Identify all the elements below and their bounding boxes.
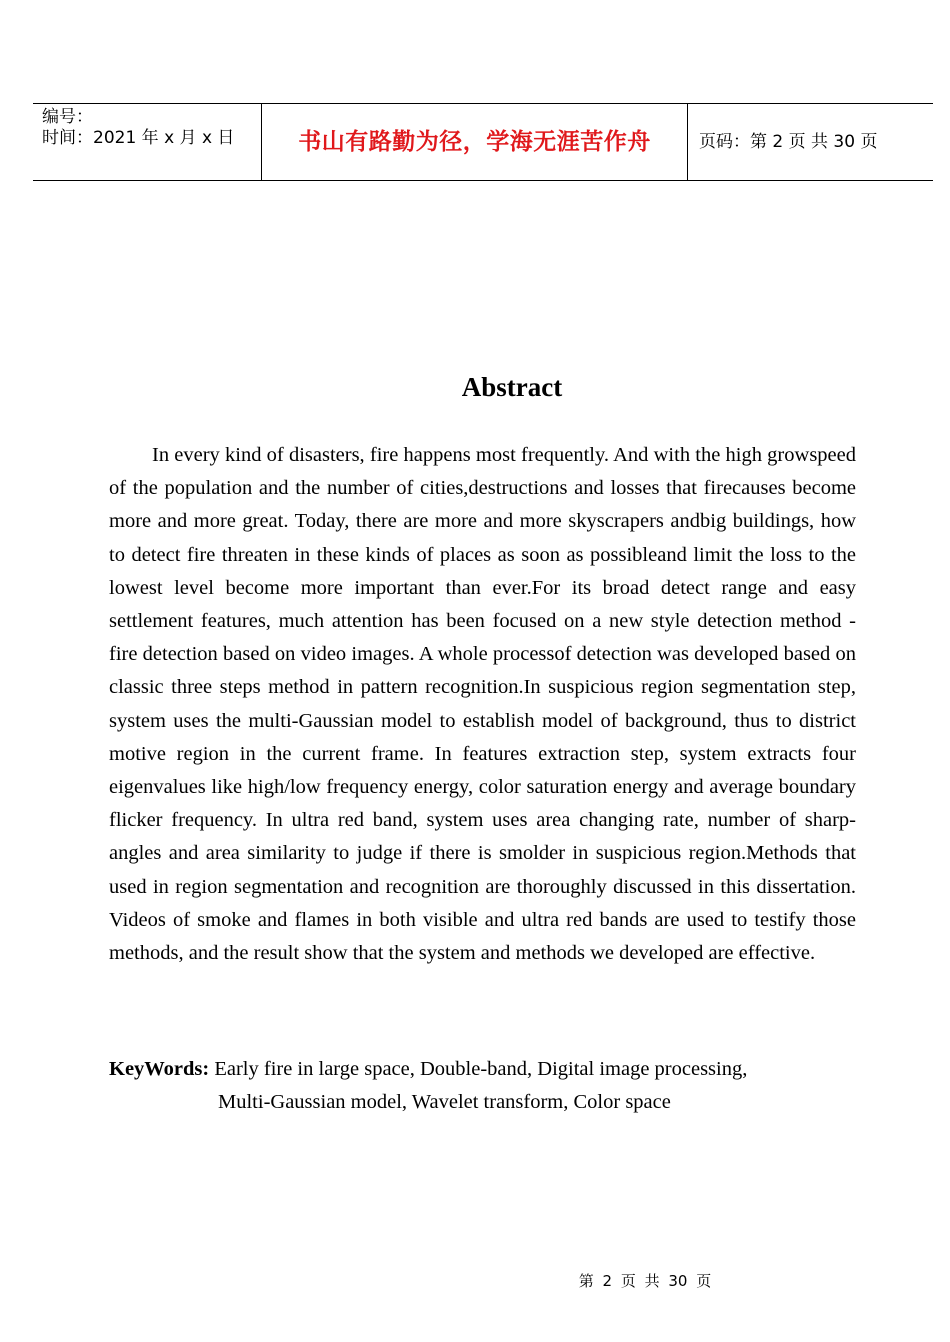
page-footer: 第 2 页 共 30 页 [578,1272,712,1290]
header-page-code: 页码：第 2 页 共 30 页 [699,132,878,152]
document-header [33,103,933,181]
keywords-line2: Multi-Gaussian model, Wavelet transform, Color space [218,1091,671,1114]
keywords-section [109,1053,869,1119]
header-meta-cell [33,104,262,180]
abstract-body: In every kind of disasters, fire happens most frequently. And with the high growspeed of the population and the number of cities,destructions and losses that firecauses become more and more great. Today, there are more and more skyscrapers andbig buildings, how to detect fire threaten in these kinds of places as soon as possibleand limit the loss to the lowest level become more important than ever.For its broad detect range and easy settlement features, much attention has been focused on a new style detection method - fire detection based on video images. A whole processof detection was developed based on classic three steps method in pattern recognition.In suspicious region segmentation step, system uses the multi-Gaussian model to establish model of background, thus to district motive region in the current frame. In features extraction step, system extracts four eigenvalues like high/low frequency energy, color saturation energy and average boundary flicker frequency. In ultra red band, system uses area changing rate, number of sharp-angles and area similarity to judge if there is smolder in suspicious region.Methods that used in region segmentation and recognition are thoroughly discussed in this dissertation. Videos of smoke and flames in both visible and ultra red bands are used to testify those methods, and the result show that the system and methods we developed are effective. [109,444,856,965]
header-motto: 书山有路勤为径，学海无涯苦作舟 [262,104,688,180]
keywords-label: KeyWords: [109,1058,210,1080]
keywords-line1: Early fire in large space, Double-band, Digital image processing, [209,1058,748,1080]
document-number-label: 编号： [42,107,93,127]
abstract-title: Abstract [461,372,563,402]
document-date: 时间：2021 年 x 月 x 日 [42,128,235,148]
